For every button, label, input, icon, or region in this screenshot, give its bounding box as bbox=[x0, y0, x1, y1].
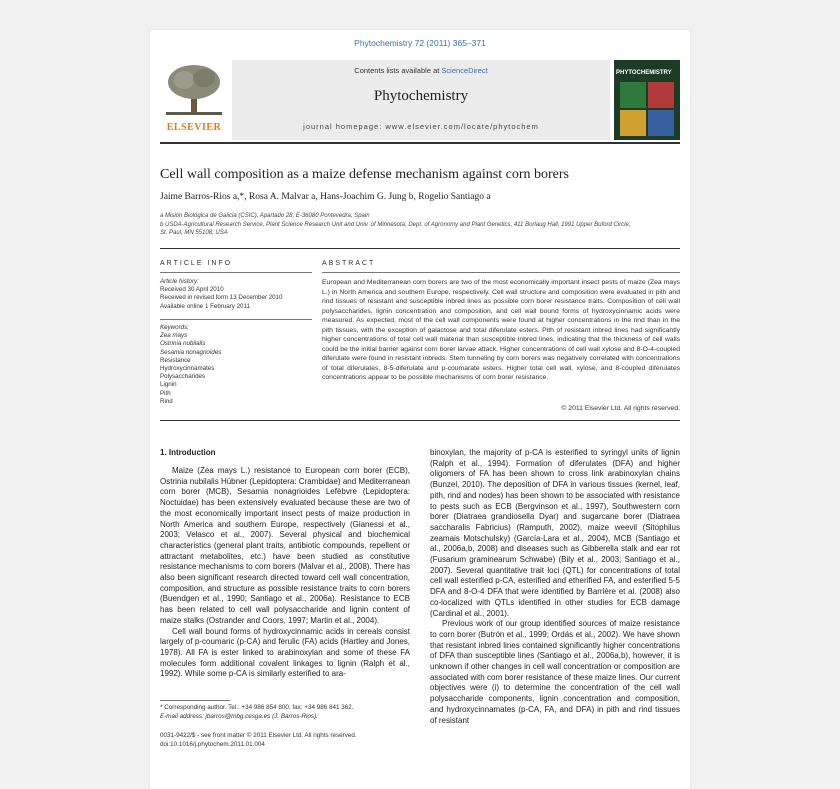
keyword: Resistance bbox=[160, 356, 191, 364]
revised-date: Received in revised form 13 December 2010 bbox=[160, 294, 283, 302]
issn-line: 0031-9422/$ - see front matter © 2011 Elsevier Ltd. All rights reserved. bbox=[160, 732, 357, 739]
article-info-heading: ARTICLE INFO bbox=[160, 260, 233, 267]
abstract-bottom-rule bbox=[160, 420, 680, 421]
keyword: Zea mays bbox=[160, 332, 188, 340]
contents-line bbox=[232, 66, 610, 75]
keywords-rule bbox=[160, 319, 312, 320]
intro-paragraph-3: binoxylan, the majority of p-CA is esterified to syringyl units of lignin (Ralph et al., 1994). Formation of diferulates (DFA) and higher oligomers of FA has been shown to cross link arabinoxylan chains (Bunzel, 2010). The deposition of DFA in various tissues (kernel, leaf, pith, rind and nodes) has been shown to be associated with resistance to pests such as ECB (Bergvinson et al., 1997), Southwestern corn borer (Diatraea grandiosella Dyar) and sugarcane borer (Diatraea saccharalis Fabricius) (Ramputh, 2002), maize weevil (Sitophilus zeamais Motschulsky) (García-Lara et al., 2004), MCB (Santiago et al., 2006a,b, 2008) and diseases such as Gibberella stalk and ear rot (Fusarium graminearum Schwabe) (Bily et al., 2003; Santiago et al., 2007). Several quantitative trait loci (QTL) for concentrations of total cell wall esterified p-CA, esterified and etherified FA, and esterified 5-5 DFA and 8-O-4 DFA that were identified by Barrière et al. (2008) also co-localized with QTLs identified in other studies for ECB damage (Cardinal et al., 2001). bbox=[430, 448, 680, 618]
intro-paragraph-1: Maize (Zea mays L.) resistance to European corn borer (ECB), Ostrinia nubilalis Hübner (Lepidoptera: Crambidae) and Mediterranean corn borer (MCB), Sesamia nonagrioides Lefèbvre (Lepidoptera: Noctuidae) has been extensively evaluated because these are two of the most economically important insect pests of maize production in North America and southern Europe, respectively (Gianessi et al., 2003; Velasco et al., 2007). Several physical and biochemical characteristics (general plant traits, antibiotic compounds, repellent or attractant metabolites, etc.) have been studied as constitutive resistance mechanisms to corn borers (Malvar et al., 2008). There has also been significant research directed toward cell wall concentration, composition, and structure as possible resistance traits to corn borers (Buendgen et al., 1990; Santiago et al., 2006a). Resistance to ECB has been related to cell wall polysaccharide and lignin content of maize stalks (Ostrander and Coors, 1997; Martin et al., 2004). bbox=[160, 466, 410, 625]
footnotes bbox=[160, 703, 410, 721]
article-history bbox=[160, 278, 312, 311]
footnote-rule bbox=[160, 700, 230, 701]
intro-left-column bbox=[160, 466, 410, 680]
doi-link[interactable]: doi:10.1016/j.phytochem.2011.01.004 bbox=[160, 741, 265, 748]
author-email[interactable]: E-mail address: jbarros@mbg.cesga.es (J. Barros-Rios). bbox=[160, 713, 318, 720]
info-rule bbox=[160, 272, 312, 273]
keyword: Sesamia nonagrioides bbox=[160, 348, 222, 356]
contents-prefix: Contents lists available at bbox=[354, 66, 440, 75]
received-date: Received 30 April 2010 bbox=[160, 286, 224, 294]
keywords-label: Keywords: bbox=[160, 324, 189, 331]
affiliation-a: a Misión Biológica de Galicia (CSIC), Apartado 28, E-36080 Pontevedra, Spain bbox=[160, 213, 370, 219]
journal-cover-image[interactable] bbox=[614, 60, 680, 140]
elsevier-logo[interactable] bbox=[160, 60, 228, 140]
affiliation-b: b USDA-Agricultural Research Service, Plant Science Research Unit and Univ. of Minnesota, Dept. of Agronomy and Plant Genetics, 411 Borlaug Hall, 1991 Upper Buford Circle, bbox=[160, 222, 631, 228]
corresponding-author: * Corresponding author. Tel.: +34 986 854 800; fax: +34 986 841 362. bbox=[160, 704, 354, 711]
publication-info bbox=[160, 731, 410, 749]
intro-paragraph-4: Previous work of our group identified sources of maize resistance to corn borer (Butrón et al., 1999; Ordás et al., 2002). We have shown that resistant inbred lines contained significantly higher concentrations of DFA than susceptible lines (Santiago et al., 2006a,b), however, it is unknown if other changes in cell wall concentration or composition are associated with corn borer resistance of these maize lines. Our current objectives were (i) to determine the concentration of the cell wall polysaccharide components, lignin concentration and composition, and hydroxycinnamates (p-CA, FA, and DFA) in pith and rind tissues of resistant bbox=[430, 619, 680, 725]
history-label: Article history: bbox=[160, 278, 199, 285]
keyword: Polysaccharides bbox=[160, 373, 206, 381]
journal-header bbox=[232, 60, 610, 140]
keyword: Rind bbox=[160, 397, 173, 405]
abstract-text: European and Mediterranean corn borers are two of the most economically important insect pests of maize (Zea mays L.) in North America and southern Europe, respectively. Cell wall structure and composition were evaluated in pith and rind tissues of resistant and susceptible inbred lines as possible corn borer resistance traits. Composition of cell wall polysaccharides, lignin concentration and composition, and cell wall bound forms of hydroxycinnamic acids were measured. As expected, most of the cell wall components were found at higher concentrations in the rind than in the pith tissues, with the exception of galactose and total diferulate esters. Pith of resistant inbred lines had significantly higher concentrations of total cell wall material than susceptible inbred lines, indicating that the thickness of cell walls could be the initial barrier against corn borer larvae attack. Higher concentrations of cell wall xylose and 8-O-4-coupled diferulate were found in resistant inbreds. Stem tunneling by corn borers was negatively correlated with concentrations of total diferulates, 8-5-diferulate and p-coumarate esters. Higher total cell wall, xylose, and 8-coupled diferulates concentrations appear to be possible mechanisms of corn borer resistance. bbox=[322, 279, 680, 381]
publisher-name: ELSEVIER bbox=[166, 122, 222, 133]
keywords-block bbox=[160, 324, 312, 406]
abstract-rule bbox=[322, 272, 680, 273]
journal-reference[interactable]: Phytochemistry 72 (2011) 365–371 bbox=[354, 38, 486, 48]
paper-page bbox=[150, 30, 690, 789]
intro-right-column bbox=[430, 448, 680, 726]
author-list: Jaime Barros-Rios a,*, Rosa A. Malvar a, Hans-Joachim G. Jung b, Rogelio Santiago a bbox=[160, 192, 491, 202]
keyword: Pith bbox=[160, 389, 171, 397]
keyword: Lignin bbox=[160, 381, 177, 389]
affiliation-b-cont: St. Paul, MN 55108, USA bbox=[160, 230, 228, 236]
introduction-heading: 1. Introduction bbox=[160, 448, 216, 457]
abstract-heading: ABSTRACT bbox=[322, 260, 376, 267]
keyword: Hydroxycinnamates bbox=[160, 365, 215, 373]
keyword: Ostrinia nubilalis bbox=[160, 340, 206, 348]
sciencedirect-link[interactable]: ScienceDirect bbox=[441, 66, 488, 75]
cover-art-icon bbox=[620, 82, 674, 136]
cover-title: PHYTOCHEMISTRY bbox=[616, 70, 672, 76]
header-rule bbox=[160, 142, 680, 144]
journal-homepage[interactable]: journal homepage: www.elsevier.com/locate/phytochem bbox=[303, 122, 539, 131]
intro-paragraph-2: Cell wall bound forms of hydroxycinnamic acids in cereals consist largely of p-coumaric (p-CA) and ferulic (FA) acids (Hartley and Jones, 1978). All FA is ester linked to arabinoxylan and some of these FA molecules form additional covalent linkages to lignin (Ralph et al., 1992). While some p-CA is similarly esterified to ara- bbox=[160, 626, 410, 679]
online-date: Available online 1 February 2011 bbox=[160, 302, 250, 310]
article-title: Cell wall composition as a maize defense mechanism against corn borers bbox=[160, 167, 569, 182]
abstract-copyright: © 2011 Elsevier Ltd. All rights reserved. bbox=[561, 405, 680, 412]
elsevier-tree-icon bbox=[166, 64, 222, 116]
journal-title: Phytochemistry bbox=[373, 88, 469, 104]
title-rule bbox=[160, 248, 680, 249]
